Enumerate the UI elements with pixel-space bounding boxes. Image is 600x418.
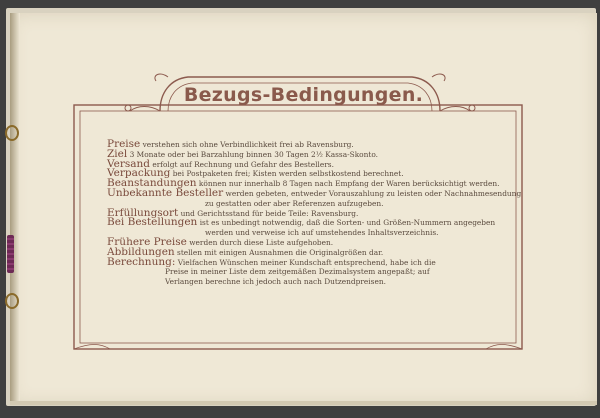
condition-text: verstehen sich ohne Verbindlichkeit frei ab Ravensburg. bbox=[142, 140, 354, 149]
condition-preise bbox=[107, 140, 507, 150]
condition-text: können nur innerhalb 8 Tagen nach Empfang der Waren berücksichtigt werden. bbox=[198, 179, 500, 189]
condition-bei-bestellungen bbox=[107, 218, 507, 228]
condition-term: Ziel bbox=[107, 147, 128, 160]
condition-berechnung bbox=[107, 255, 507, 268]
page-title: Bezugs-Bedingungen. bbox=[183, 84, 424, 106]
condition-term: Frühere Preise bbox=[107, 235, 187, 248]
condition-continuation: Verlangen berechne ich jedoch auch nach Dutzendpreisen. bbox=[165, 277, 386, 287]
condition-unbekannte-besteller bbox=[107, 186, 522, 199]
document-page bbox=[10, 13, 597, 405]
condition-text: 3 Monate oder bei Barzahlung binnen 30 Tagen 2½ Kassa-Skonto. bbox=[129, 149, 379, 159]
condition-term: Berechnung: bbox=[107, 255, 176, 268]
page-bottom-edge bbox=[10, 401, 597, 405]
condition-term: Erfüllungsort bbox=[107, 206, 179, 219]
condition-text: und Gerichtsstand für beide Teile: Ravensburg. bbox=[180, 208, 359, 218]
condition-continuation: Preise in meiner Liste dem zeitgemäßen Dezimalsystem angepaßt; auf bbox=[165, 267, 430, 277]
condition-continuation: zu gestatten oder aber Referenzen aufzugeben. bbox=[205, 198, 384, 208]
page-stack bbox=[6, 8, 596, 406]
condition-text: werden gebeten, entweder Vorauszahlung zu leisten oder Nachnahmesendung bbox=[225, 188, 522, 198]
condition-term: Bei Bestellungen bbox=[107, 216, 198, 229]
condition-term: Preise bbox=[107, 138, 141, 150]
condition-text: ist es unbedingt notwendig, daß die Sorten- und Größen-Nummern angegeben bbox=[199, 218, 496, 228]
condition-term: Unbekannte Besteller bbox=[107, 186, 224, 199]
condition-text: stellen mit einigen Ausnahmen die Originalgrößen dar. bbox=[177, 247, 384, 257]
condition-continuation: werden und verweise ich auf umstehendes Inhaltsverzeichnis. bbox=[205, 228, 439, 238]
condition-text: werden durch diese Liste aufgehoben. bbox=[189, 237, 334, 247]
conditions-list bbox=[107, 138, 522, 287]
condition-text: erfolgt auf Rechnung und Gefahr des Bestellers. bbox=[152, 159, 334, 169]
condition-ziel bbox=[107, 147, 507, 160]
condition-text: bei Postpaketen frei; Kisten werden selbstkostend berechnet. bbox=[172, 169, 404, 179]
condition-term: Beanstandungen bbox=[107, 177, 197, 190]
condition-term: Verpackung bbox=[107, 167, 171, 180]
condition-term: Abbildungen bbox=[107, 245, 175, 258]
condition-text: Vielfachen Wünschen meiner Kundschaft entsprechend, habe ich die bbox=[177, 257, 436, 267]
condition-term: Versand bbox=[107, 157, 150, 170]
